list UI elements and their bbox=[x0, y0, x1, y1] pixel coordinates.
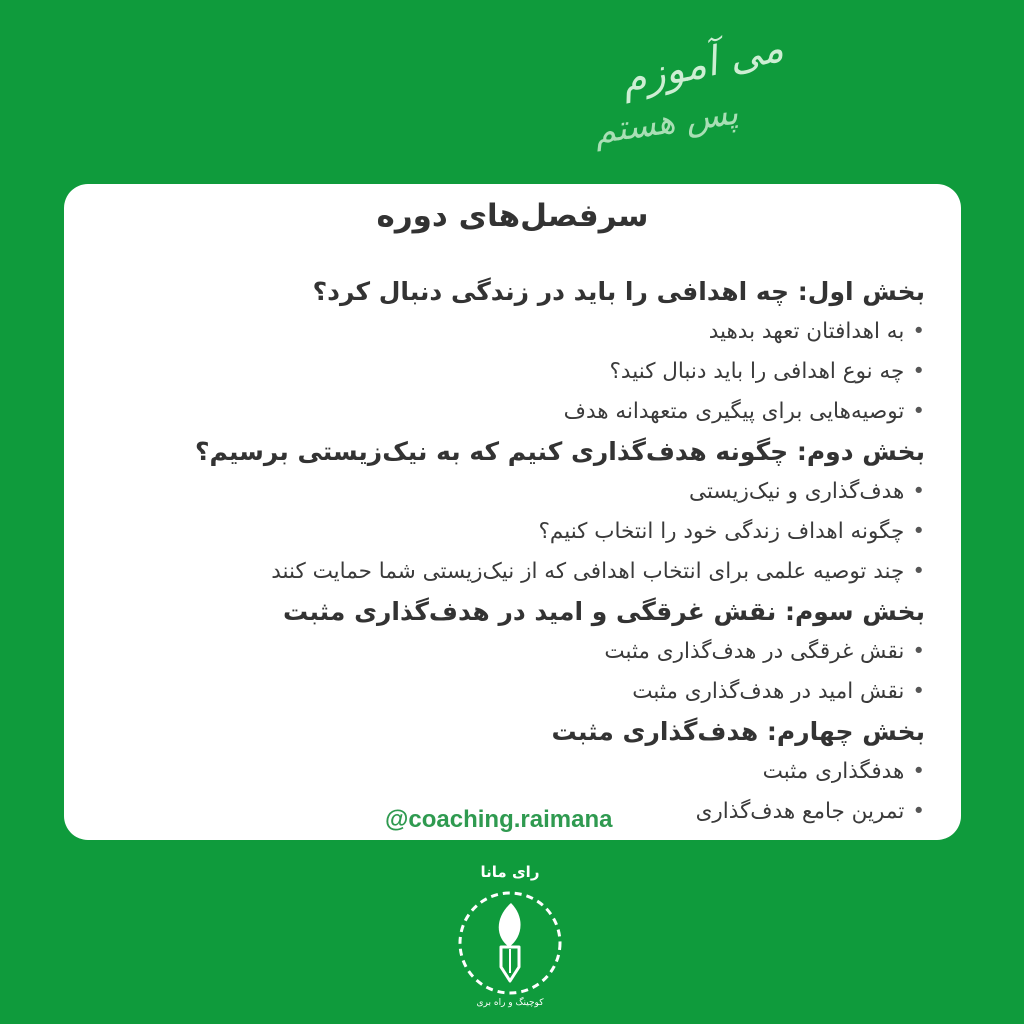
bullet-icon: • bbox=[912, 479, 925, 504]
section-title-4: بخش چهارم: هدف‌گذاری مثبت bbox=[551, 717, 925, 746]
list-item-text: هدف‌گذاری و نیک‌زیستی bbox=[688, 479, 905, 504]
logo-tagline: کوچینگ و راه بری bbox=[476, 998, 544, 1008]
bullet-icon: • bbox=[912, 319, 925, 344]
brand-line1: می آموزم bbox=[616, 24, 788, 104]
course-outline-card bbox=[64, 184, 961, 840]
bullet-icon: • bbox=[912, 759, 925, 784]
list-item bbox=[104, 552, 925, 592]
list-item-text: چگونه اهداف زندگی خود را انتخاب کنیم؟ bbox=[538, 519, 905, 544]
leaf-icon bbox=[499, 903, 521, 947]
list-item-text: چند توصیه علمی برای انتخاب اهدافی که از نیک‌زیستی شما حمایت کنند bbox=[271, 559, 905, 584]
list-item-text: تمرین جامع هدف‌گذاری bbox=[695, 799, 905, 824]
list-item bbox=[104, 512, 925, 552]
bullet-icon: • bbox=[912, 519, 925, 544]
brand-line2: پس هستم bbox=[591, 92, 741, 153]
list-item-text: هدفگذاری مثبت bbox=[762, 759, 905, 784]
list-item bbox=[104, 752, 925, 792]
list-item-text: توصیه‌هایی برای پیگیری متعهدانه هدف bbox=[563, 399, 905, 424]
brand-calligraphy bbox=[380, 24, 788, 172]
list-item bbox=[104, 352, 925, 392]
bullet-icon: • bbox=[912, 399, 925, 424]
list-item-text: چه نوع اهدافی را باید دنبال کنید؟ bbox=[609, 359, 905, 384]
list-item-text: نقش غرقگی در هدف‌گذاری مثبت bbox=[604, 639, 905, 664]
logo-name: رای مانا bbox=[480, 863, 540, 881]
section-title-3: بخش سوم: نقش غرقگی و امید در هدف‌گذاری مثبت bbox=[283, 597, 925, 626]
list-item bbox=[104, 632, 925, 672]
list-item bbox=[104, 672, 925, 712]
bullet-icon: • bbox=[912, 799, 925, 824]
list-item-text: نقش امید در هدف‌گذاری مثبت bbox=[632, 679, 905, 704]
section-title-2: بخش دوم: چگونه هدف‌گذاری کنیم که به نیک‌زیستی برسیم؟ bbox=[194, 437, 925, 466]
bullet-icon: • bbox=[912, 639, 925, 664]
section-title-1: بخش اول: چه اهدافی را باید در زندگی دنبال کرد؟ bbox=[312, 277, 925, 306]
bullet-icon: • bbox=[912, 359, 925, 384]
card-title: سرفصل‌های دوره bbox=[376, 198, 649, 234]
outline-content bbox=[104, 272, 925, 832]
list-item-text: به اهدافتان تعهد بدهید bbox=[708, 319, 905, 344]
list-item bbox=[104, 392, 925, 432]
bullet-icon: • bbox=[912, 679, 925, 704]
list-item bbox=[104, 472, 925, 512]
bullet-icon: • bbox=[912, 559, 925, 584]
raimana-logo bbox=[445, 855, 575, 1010]
social-handle: @coaching.raimana bbox=[385, 806, 613, 833]
list-item bbox=[104, 312, 925, 352]
